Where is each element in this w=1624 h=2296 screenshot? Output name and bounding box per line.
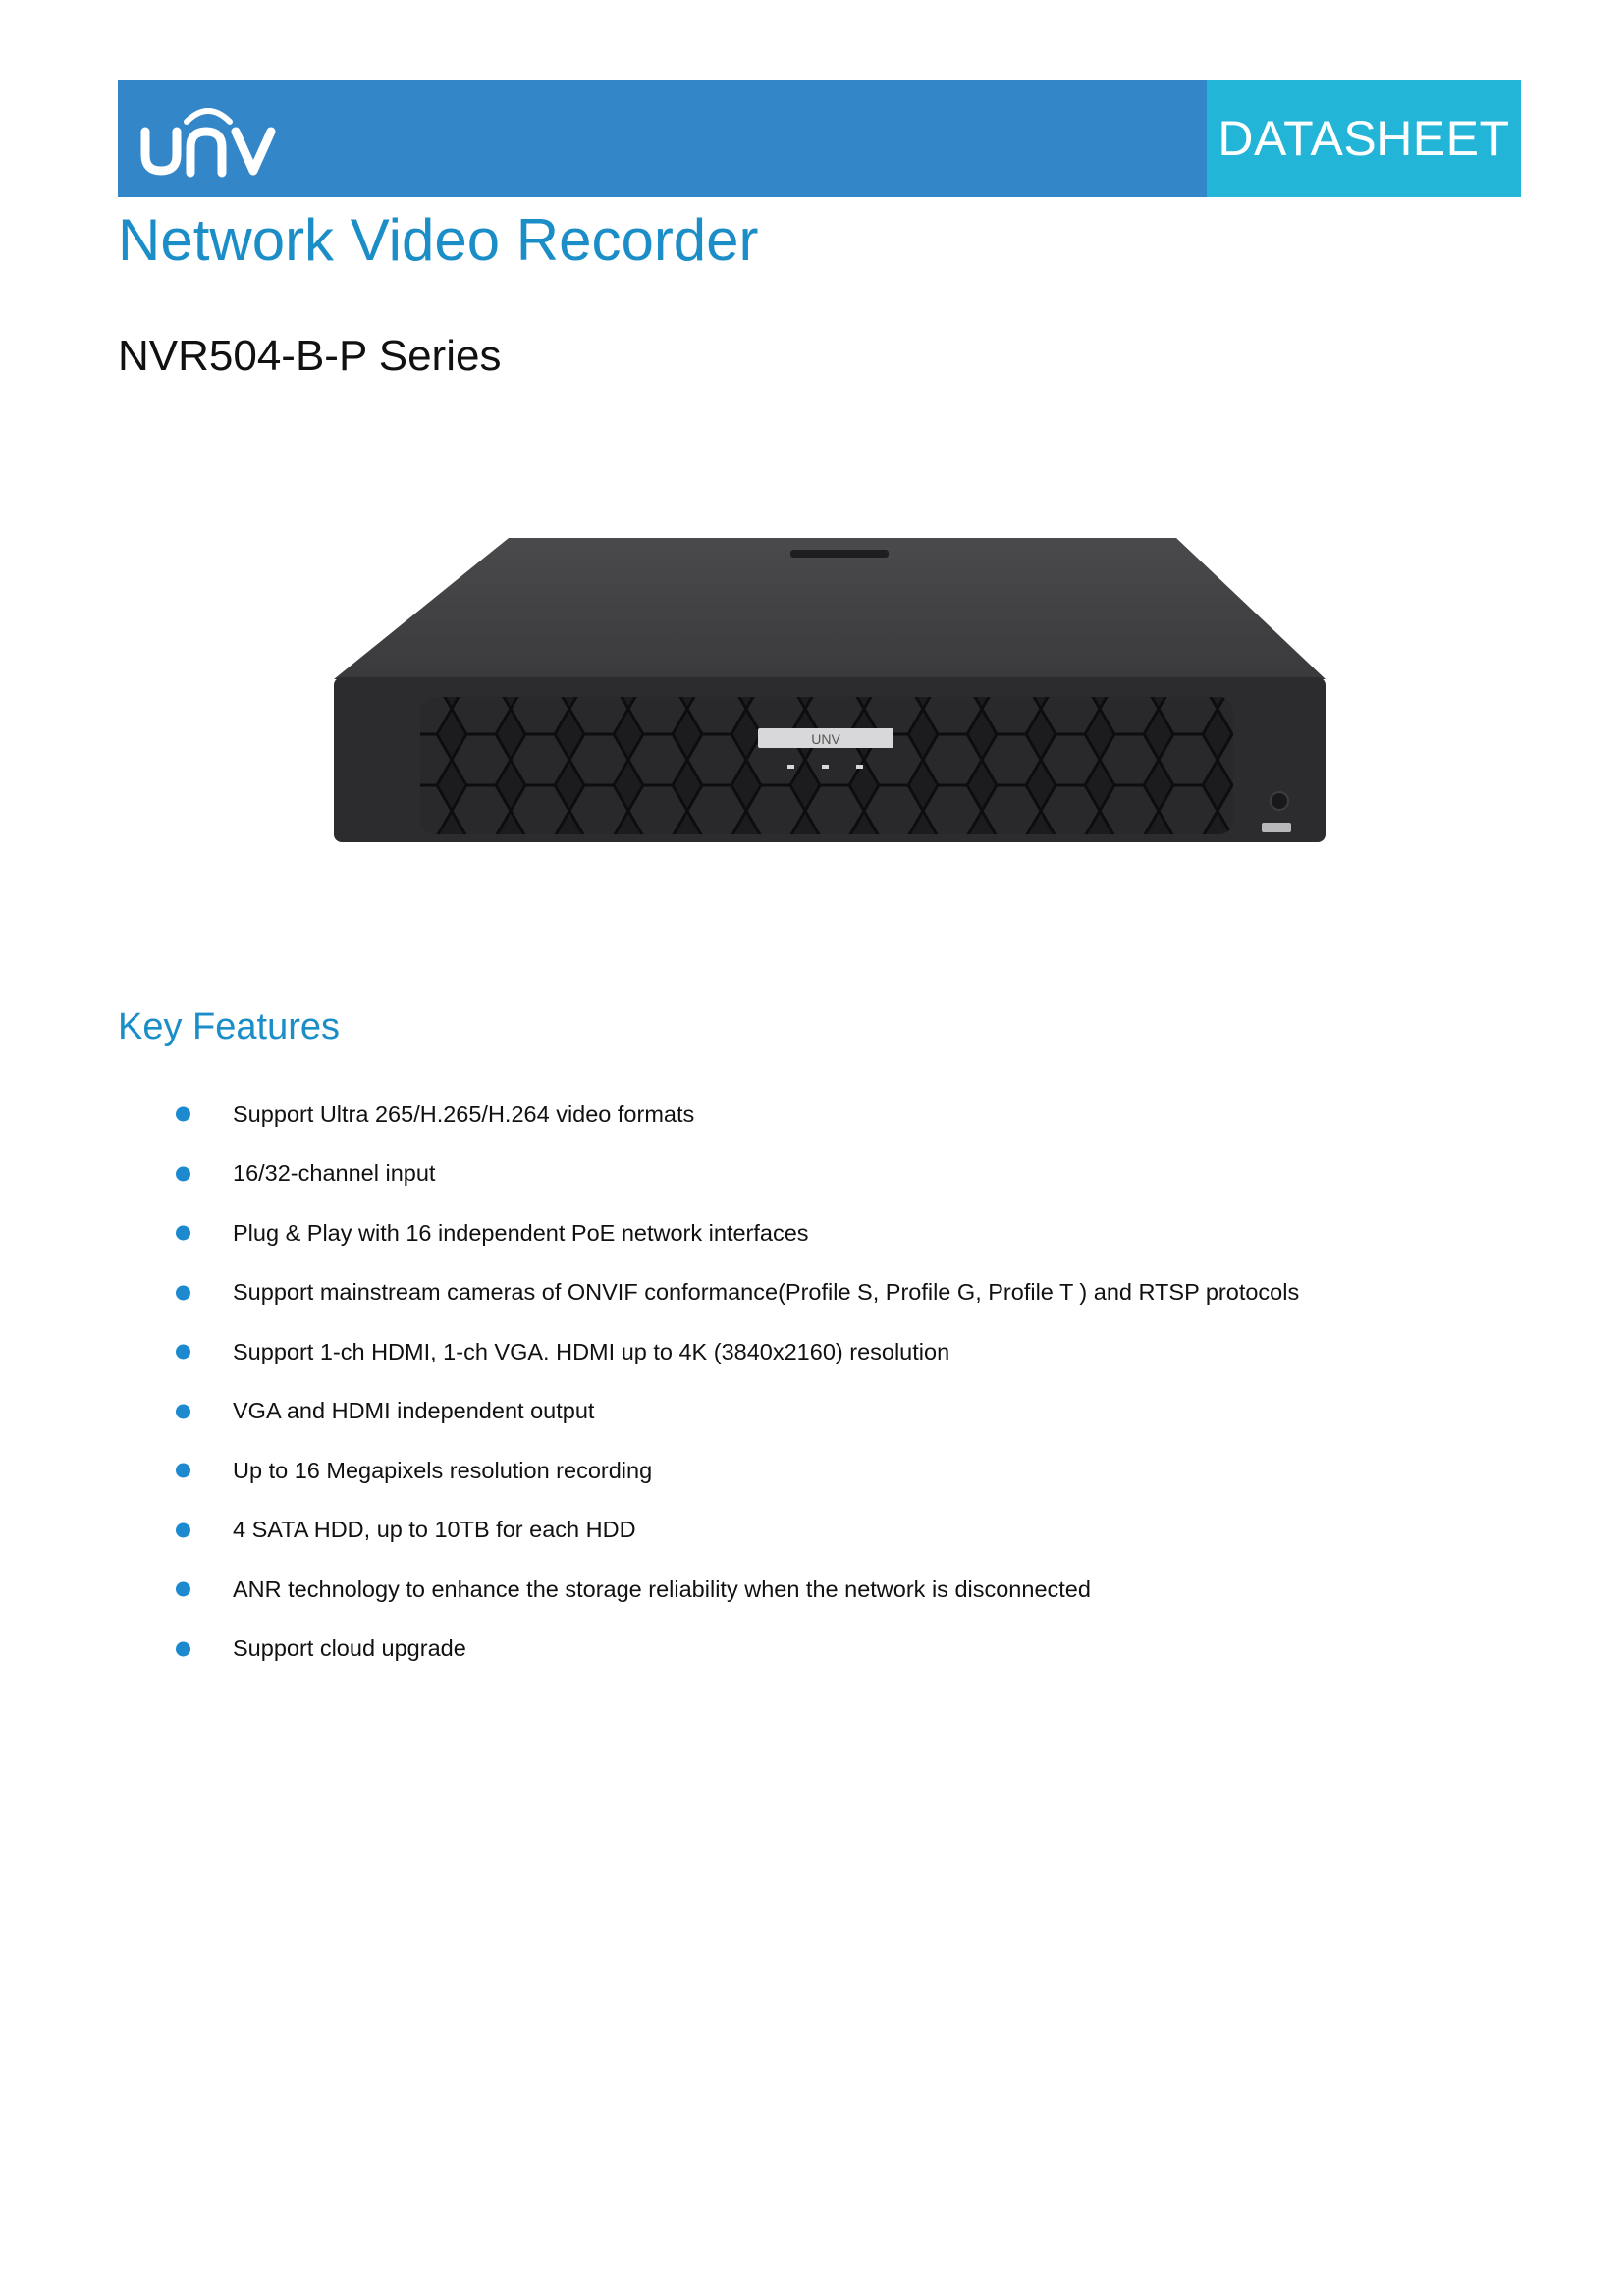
key-features-heading: Key Features: [118, 1006, 340, 1047]
bullet-icon: [176, 1641, 190, 1656]
feature-text: Support 1-ch HDMI, 1-ch VGA. HDMI up to 4K (3840x2160) resolution: [233, 1338, 950, 1364]
feature-text: Plug & Play with 16 independent PoE network interfaces: [233, 1219, 809, 1246]
feature-text: ANR technology to enhance the storage reliability when the network is disconnected: [233, 1575, 1091, 1602]
feature-item: [118, 1145, 1394, 1204]
bullet-icon: [176, 1522, 190, 1537]
bullet-icon: [176, 1464, 190, 1478]
feature-text: Support mainstream cameras of ONVIF conformance(Profile S, Profile G, Profile T ) and RTSP protocols: [233, 1279, 1300, 1306]
feature-text: Support cloud upgrade: [233, 1635, 466, 1662]
page-title: Network Video Recorder: [118, 207, 759, 273]
feature-text: 4 SATA HDD, up to 10TB for each HDD: [233, 1517, 636, 1543]
nvr-product-image: [334, 530, 1326, 864]
feature-item: [118, 1085, 1394, 1145]
bullet-icon: [176, 1285, 190, 1300]
product-badge-text: UNV: [811, 731, 840, 747]
feature-text: VGA and HDMI independent output: [233, 1398, 595, 1424]
feature-item: [118, 1501, 1394, 1561]
feature-text: 16/32-channel input: [233, 1160, 436, 1187]
header-bar: [118, 80, 1521, 197]
product-series-subtitle: NVR504-B-P Series: [118, 332, 502, 380]
feature-item: [118, 1560, 1394, 1620]
bullet-icon: [176, 1107, 190, 1122]
feature-item: [118, 1263, 1394, 1323]
feature-item: [118, 1441, 1394, 1501]
bullet-icon: [176, 1404, 190, 1418]
unv-logo: [139, 94, 287, 183]
bullet-icon: [176, 1345, 190, 1360]
feature-text: Support Ultra 265/H.265/H.264 video formats: [233, 1100, 695, 1127]
feature-item: [118, 1203, 1394, 1263]
bullet-icon: [176, 1582, 190, 1597]
feature-text: Up to 16 Megapixels resolution recording: [233, 1457, 653, 1483]
bullet-icon: [176, 1166, 190, 1181]
feature-item: [118, 1620, 1394, 1680]
feature-item: [118, 1382, 1394, 1442]
datasheet-tab: DATASHEET: [1207, 80, 1521, 197]
feature-item: [118, 1322, 1394, 1382]
key-features-list: [118, 1085, 1394, 1679]
bullet-icon: [176, 1226, 190, 1241]
